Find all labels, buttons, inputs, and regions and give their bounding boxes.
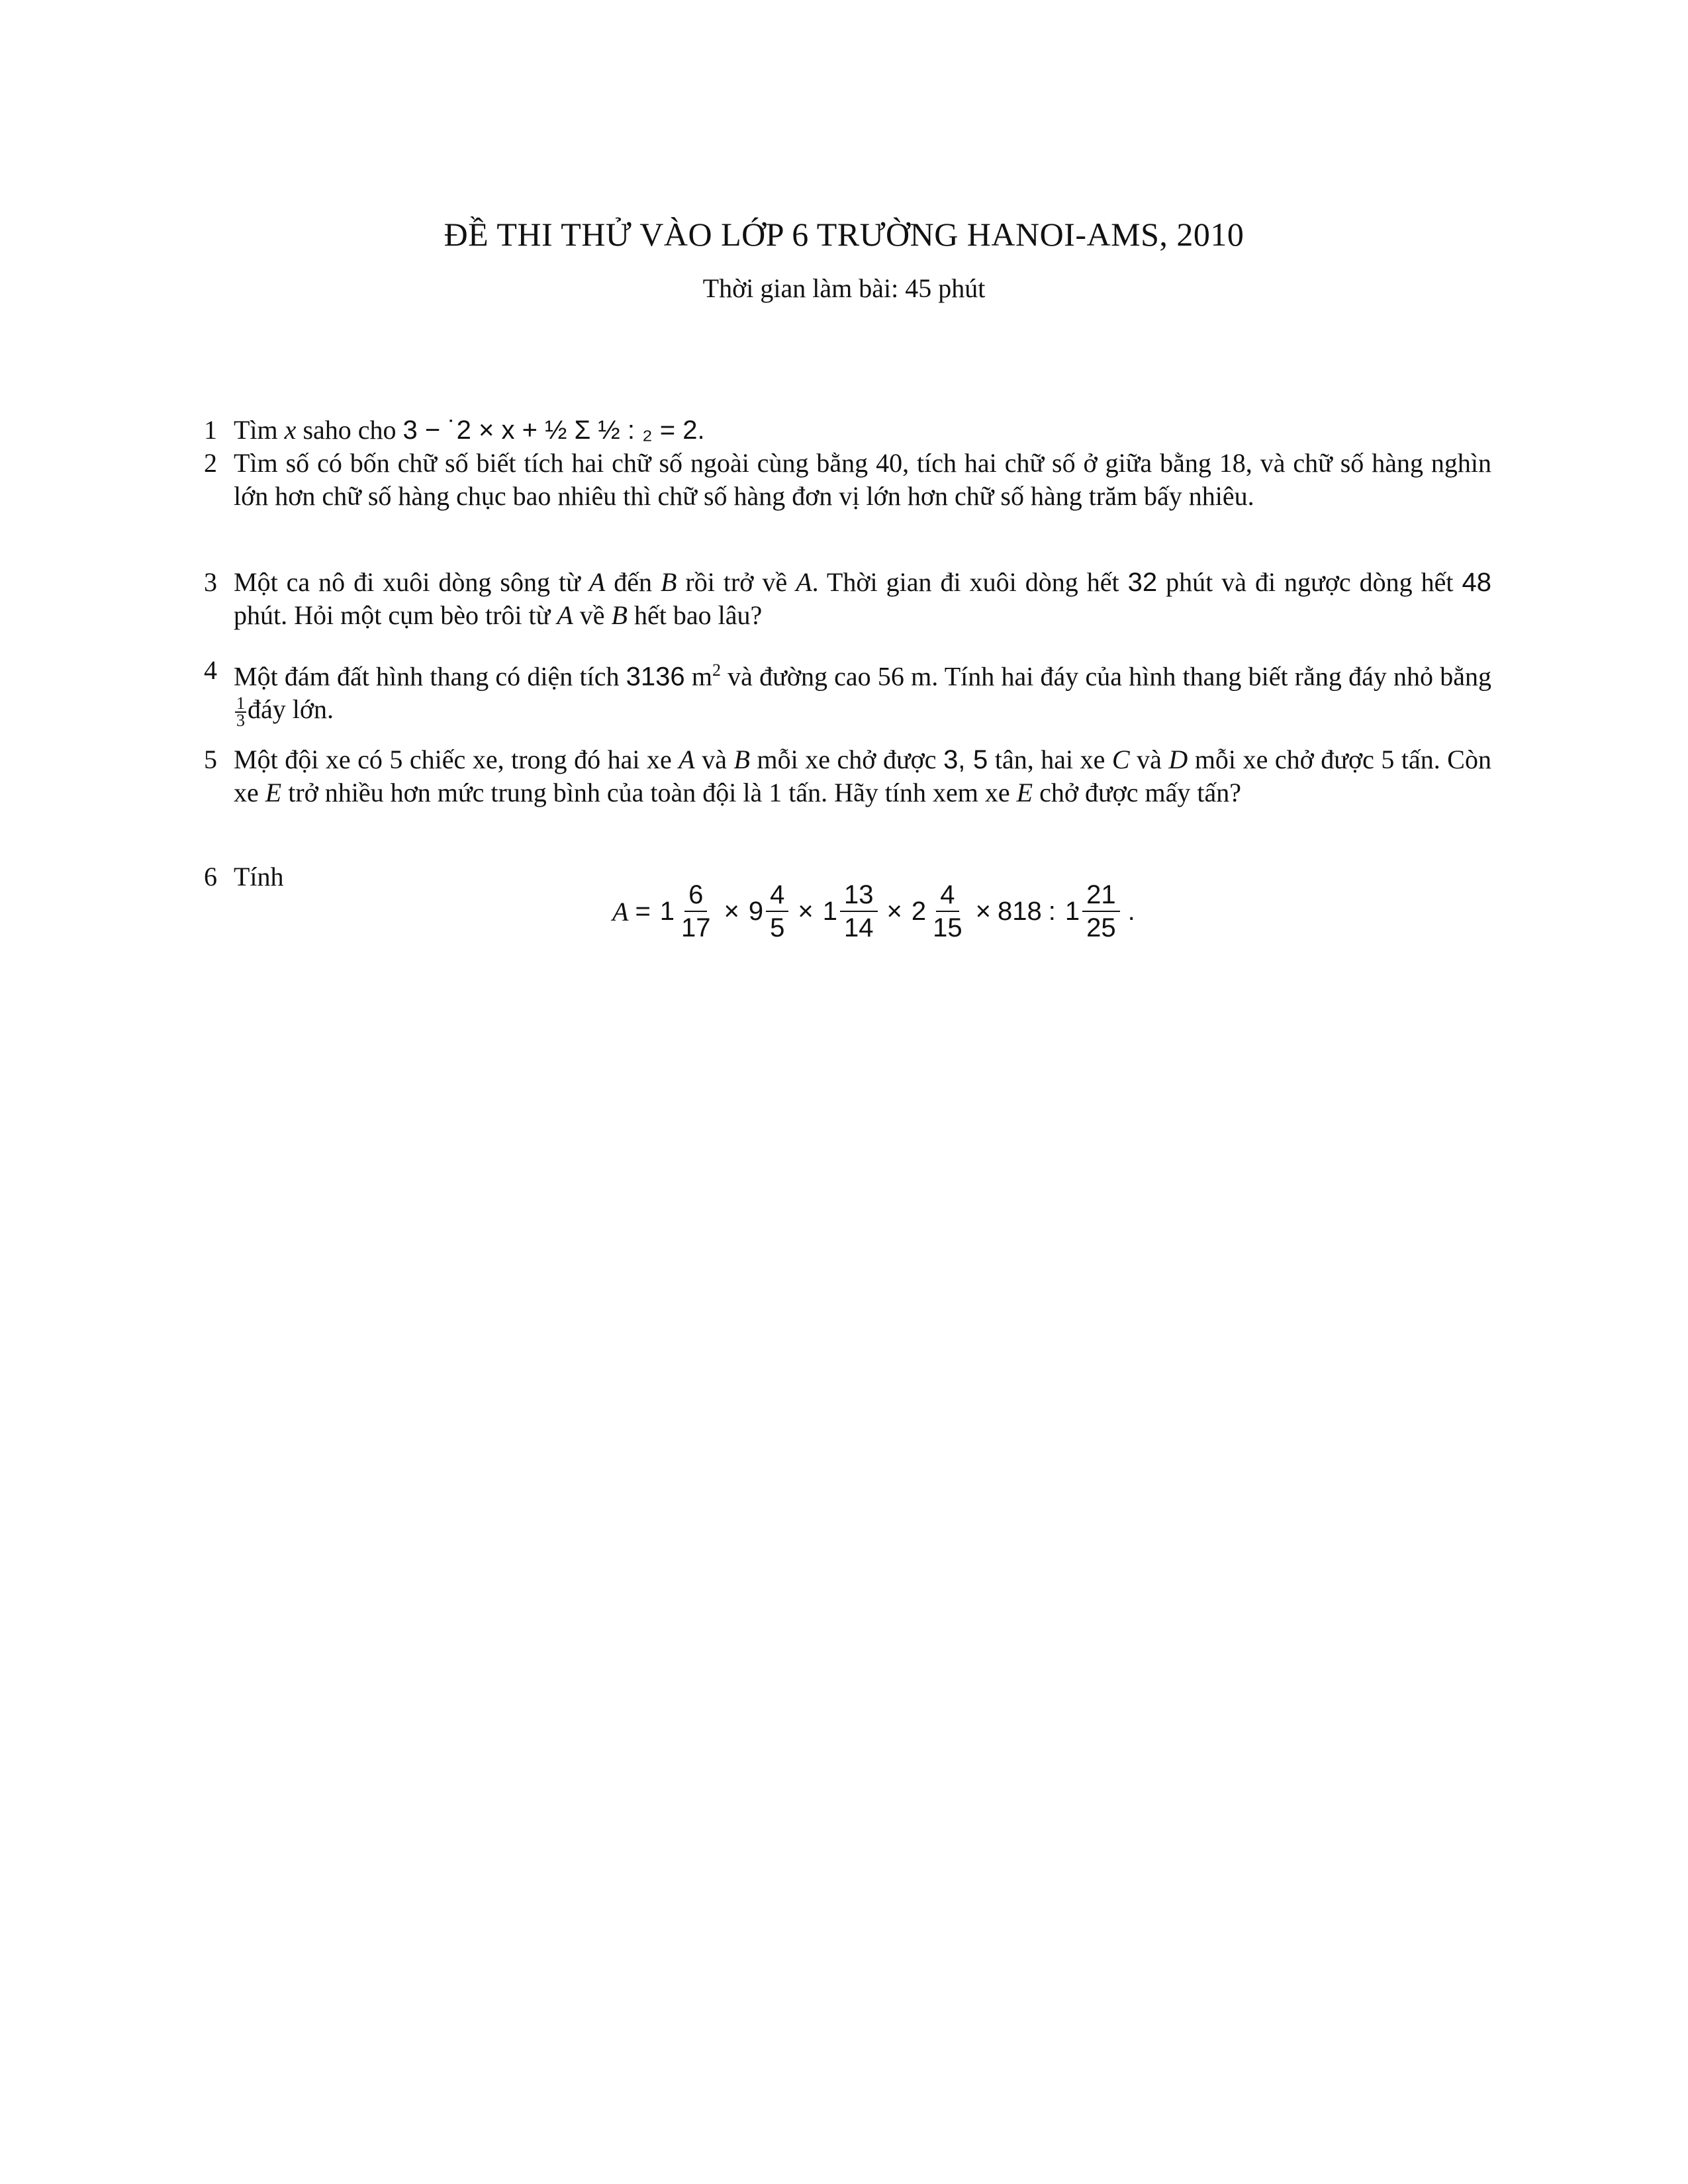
times-sign: × <box>975 896 991 926</box>
problem-2 <box>204 447 1491 513</box>
problem-4 <box>204 654 1491 729</box>
problem-5 <box>204 743 1491 809</box>
exam-title: ĐỀ THI THỬ VÀO LỚP 6 TRƯỜNG HANOI-AMS, 2010 <box>444 216 1244 253</box>
problem-text: Một đội xe có 5 chiếc xe, trong đó hai xe A và B mỗi xe chở được 3, 5 tân, hai xe C và D mỗi xe chở được 5 tấn. Còn xe E trở nhiều hơn mức trung bình của toàn đội là 1 tấn. Hãy tính xem xe E chở được mấy tấn? <box>234 745 1491 807</box>
fraction-one-third: $\frac{1}{3}$ <box>236 694 245 731</box>
problem-3 <box>204 566 1491 632</box>
mixed-fraction: 2 4 15 <box>911 880 962 942</box>
formula-value: 818 <box>997 896 1042 926</box>
formula-A <box>612 879 1135 944</box>
equation: 3 − ˙2 × x + ½ Σ ½ : ₂ = 2. <box>402 416 705 445</box>
times-sign: × <box>724 896 739 926</box>
mixed-fraction: 1 21 25 <box>1065 879 1120 944</box>
formula-lhs: A <box>612 896 629 927</box>
variable-x: x <box>284 415 297 445</box>
mixed-fraction: 1 13 14 <box>823 879 878 944</box>
problem-1 <box>204 414 1491 447</box>
problem-number: 1 <box>204 415 217 445</box>
problem-number: 3 <box>204 567 217 597</box>
problem-text: saho cho <box>303 415 397 445</box>
times-sign: × <box>798 896 814 926</box>
mixed-fraction: 1 6 17 <box>659 880 711 942</box>
problem-text: Tìm số có bốn chữ số biết tích hai chữ số ngoài cùng bằng 40, tích hai chữ số ở giữa bằng 18, và chữ số hàng nghìn lớn hơn chữ số hàng chục bao nhiêu thì chữ số hàng đơn vị lớn hơn chữ số hàng trăm bấy nhiêu. <box>234 448 1491 511</box>
exam-duration: Thời gian làm bài: 45 phút <box>702 273 986 303</box>
problem-number: 5 <box>204 745 217 774</box>
problem-number: 2 <box>204 448 217 478</box>
times-sign: × <box>886 896 902 926</box>
problem-text: Tính <box>234 862 284 891</box>
problem-text: Tìm <box>234 415 278 445</box>
mixed-fraction: 9 4 5 <box>749 879 789 944</box>
divide-sign: : <box>1048 896 1056 926</box>
equals-sign: = <box>635 896 651 926</box>
problem-text: Một đám đất hình thang có diện tích 3136 $m^2$ và đường cao 56 m. Tính hai đáy của hình thang biết rằng đáy nhỏ bằng $\frac{1}{3}$ đáy lớn. <box>234 660 1491 731</box>
problem-number: 6 <box>204 862 217 891</box>
problem-text: Một ca nô đi xuôi dòng sông từ A đến B rồi trở về A. Thời gian đi xuôi dòng hết 32 phút và đi ngược dòng hết 48 phút. Hỏi một cụm bèo trôi từ A về B hết bao lâu? <box>234 567 1492 630</box>
period: . <box>1127 896 1135 926</box>
problem-number: 4 <box>204 655 217 685</box>
